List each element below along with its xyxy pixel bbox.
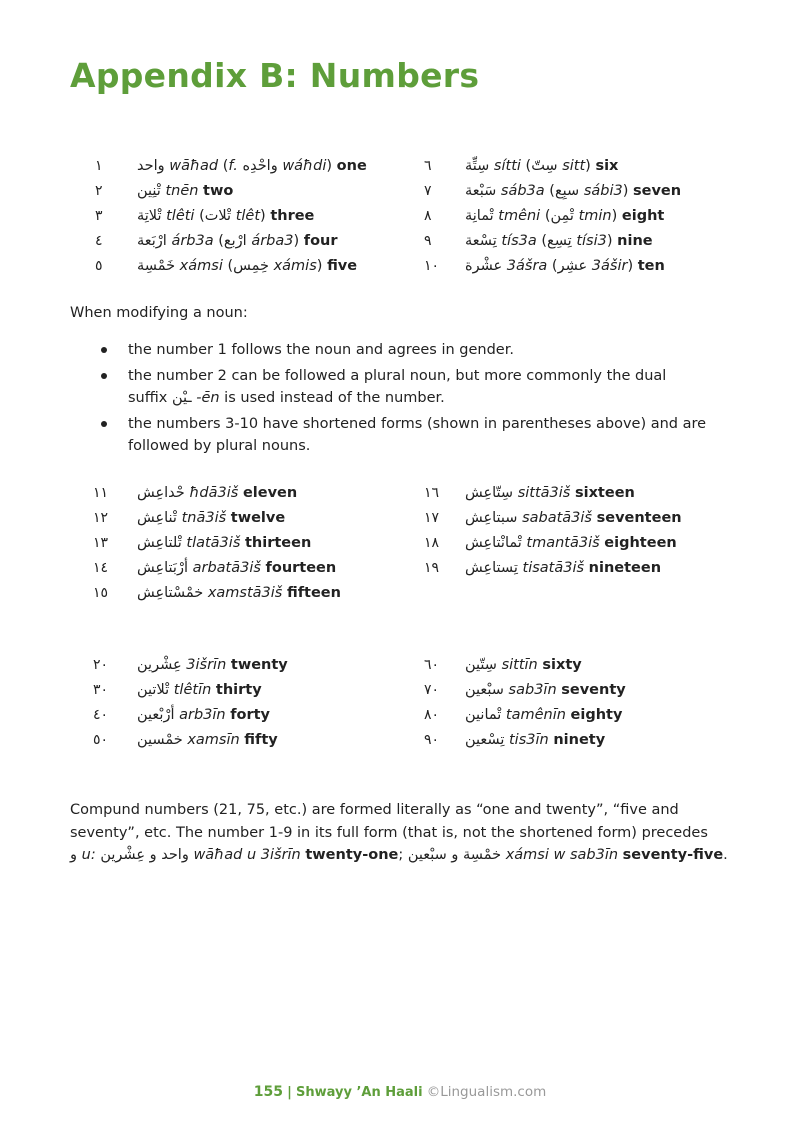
transliteration: tnēn bbox=[165, 183, 199, 199]
alt-transliteration: tlêt bbox=[235, 208, 261, 224]
english-word: sixteen bbox=[574, 485, 635, 501]
alt-transliteration: sitt bbox=[562, 158, 586, 174]
numeral: ٤ bbox=[95, 233, 103, 249]
transliteration: 3ášra bbox=[506, 258, 548, 274]
alt-transliteration: sábi3 bbox=[583, 183, 623, 199]
transliteration: tmêni bbox=[498, 208, 541, 224]
numeral: ٦ bbox=[424, 158, 432, 174]
english-word: six bbox=[595, 158, 619, 174]
arabic-word: خمْسْتاعِش bbox=[137, 585, 204, 601]
transliteration: tlatā3iš bbox=[186, 535, 241, 551]
arabic-word: خمْسين bbox=[137, 732, 183, 748]
alt-transliteration: árba3 bbox=[251, 233, 294, 249]
arabic-word: ارْبَعة bbox=[137, 233, 167, 249]
numeral: ٢ bbox=[95, 183, 103, 199]
english-word: eleven bbox=[242, 485, 298, 501]
transliteration: sittā3iš bbox=[517, 485, 571, 501]
rule-item: the number 1 follows the noun and agrees in gender. bbox=[70, 339, 710, 362]
arabic-word: واحد bbox=[137, 158, 165, 174]
alt-transliteration: tísi3 bbox=[576, 233, 607, 249]
page-title: Appendix B: Numbers bbox=[70, 56, 480, 95]
english-word: fifty bbox=[244, 732, 278, 748]
numeral: ٦٠ bbox=[424, 657, 440, 673]
english-word: one bbox=[336, 158, 367, 174]
transliteration: xamstā3iš bbox=[207, 585, 283, 601]
english-word: ninety bbox=[553, 732, 606, 748]
english-word: twelve bbox=[230, 510, 286, 526]
numeral: ١٩ bbox=[424, 560, 440, 576]
compound-paragraph: Compund numbers (21, 75, etc.) are formed literally as “one and twenty”, “five and seventy”, etc. The number 1-9 in its full form (that is, not the shortened form) precedes و u: واحد و عِشْرين wāħad u 3išrīn twenty-one; خمْسِة و سبْعين xámsi w sab3īn seventy-five. bbox=[70, 802, 728, 863]
english-word: sixty bbox=[542, 657, 582, 673]
english-word: ten bbox=[637, 258, 665, 274]
arabic-word: خَمْسِة bbox=[137, 258, 176, 274]
english-word: eight bbox=[621, 208, 665, 224]
number-row bbox=[0, 481, 800, 506]
transliteration: sáb3a bbox=[500, 183, 545, 199]
number-row bbox=[0, 179, 800, 204]
arabic-word: عِشْرين bbox=[137, 657, 182, 673]
arabic-alt-word: سبِع bbox=[554, 183, 580, 199]
footer-separator: | bbox=[287, 1085, 292, 1100]
number-row bbox=[0, 154, 800, 179]
number-row bbox=[0, 728, 800, 753]
number-row bbox=[0, 204, 800, 229]
arabic-alt-word: ارْبع bbox=[223, 233, 247, 249]
paren-close: ) bbox=[585, 158, 591, 174]
transliteration: ħdā3iš bbox=[189, 485, 239, 501]
numeral: ١٦ bbox=[424, 485, 440, 501]
arabic-alt-word: واحْدِه bbox=[242, 158, 278, 174]
alt-transliteration: tmin bbox=[578, 208, 612, 224]
arabic-word: سبْعين bbox=[465, 682, 504, 698]
english-word: thirteen bbox=[244, 535, 312, 551]
transliteration: tis3īn bbox=[509, 732, 549, 748]
number-row bbox=[0, 531, 800, 556]
paren-close: ) bbox=[622, 183, 629, 199]
rule-item: the numbers 3-10 have shortened forms (shown in parentheses above) and are followed by plural nouns. bbox=[70, 413, 710, 458]
numeral: ٨٠ bbox=[424, 707, 440, 723]
paren-open: ( bbox=[547, 258, 558, 274]
arabic-word: تْمانين bbox=[465, 707, 502, 723]
numeral: ١ bbox=[95, 158, 103, 174]
paren-open: ( bbox=[222, 258, 234, 274]
english-word: twenty bbox=[230, 657, 288, 673]
arabic-word: تْمانِة bbox=[465, 208, 494, 224]
paren-close: ) bbox=[293, 233, 300, 249]
numeral: ٩٠ bbox=[424, 732, 440, 748]
english-word: nine bbox=[617, 233, 653, 249]
arabic-word: تْلاتين bbox=[137, 682, 170, 698]
paren-open: ( bbox=[194, 208, 205, 224]
arabic-word: تْناعِش bbox=[137, 510, 177, 526]
paren-open: ( bbox=[540, 208, 551, 224]
numeral: ١٢ bbox=[93, 510, 109, 526]
number-row bbox=[0, 254, 800, 279]
transliteration: arbatā3iš bbox=[192, 560, 261, 576]
alt-transliteration: xámis bbox=[273, 258, 317, 274]
arabic-word: تِستاعِش bbox=[465, 560, 518, 576]
numeral: ١٨ bbox=[424, 535, 440, 551]
numeral: ٩ bbox=[424, 233, 432, 249]
arabic-word: سِتّاعِش bbox=[465, 485, 514, 501]
modifying-intro: When modifying a noun: bbox=[70, 305, 248, 321]
transliteration: tmantā3iš bbox=[526, 535, 600, 551]
arabic-alt-word: عشِر bbox=[557, 258, 588, 274]
numeral: ١٤ bbox=[93, 560, 109, 576]
transliteration: xámsi bbox=[179, 258, 223, 274]
transliteration: tlêti bbox=[166, 208, 195, 224]
arabic-word: تْنِين bbox=[137, 183, 161, 199]
english-word: thirty bbox=[215, 682, 262, 698]
transliteration: tamênīn bbox=[505, 707, 566, 723]
number-row bbox=[0, 703, 800, 728]
arabic-word: أرْبَتاعِش bbox=[137, 560, 188, 576]
numeral: ٧٠ bbox=[424, 682, 440, 698]
english-word: five bbox=[327, 258, 358, 274]
paren-close: ) bbox=[326, 158, 333, 174]
transliteration: arb3īn bbox=[179, 707, 226, 723]
paren-open: ( bbox=[520, 158, 532, 174]
rules-list bbox=[70, 339, 710, 461]
english-word: two bbox=[203, 183, 234, 199]
arabic-word: أرْبْعين bbox=[137, 707, 175, 723]
arabic-word: تْلاتِة bbox=[137, 208, 162, 224]
feminine-marker: f. bbox=[228, 158, 238, 174]
transliteration: sittīn bbox=[501, 657, 538, 673]
numeral: ٨ bbox=[424, 208, 432, 224]
paren-close: ) bbox=[627, 258, 634, 274]
transliteration: 3išrīn bbox=[186, 657, 227, 673]
numeral: ١١ bbox=[93, 485, 109, 501]
arabic-word: سِتّين bbox=[465, 657, 497, 673]
number-row bbox=[0, 506, 800, 531]
english-word: seventy bbox=[561, 682, 626, 698]
arabic-word: حْداعِش bbox=[137, 485, 185, 501]
transliteration: tlêtīn bbox=[173, 682, 212, 698]
numeral: ١٧ bbox=[424, 510, 440, 526]
arabic-word: سَبْعة bbox=[465, 183, 497, 199]
paren-close: ) bbox=[606, 233, 613, 249]
paren-close: ) bbox=[611, 208, 618, 224]
paren-open: ( bbox=[213, 233, 224, 249]
english-word: fourteen bbox=[265, 560, 337, 576]
paren-close: ) bbox=[316, 258, 323, 274]
english-word: four bbox=[303, 233, 338, 249]
arabic-alt-word: سِتّ bbox=[531, 158, 558, 174]
arabic-alt-word: خِمِس bbox=[233, 258, 269, 274]
page-footer bbox=[0, 1084, 800, 1100]
english-word: eighteen bbox=[604, 535, 677, 551]
numeral: ٢٠ bbox=[93, 657, 109, 673]
english-word: seventeen bbox=[596, 510, 682, 526]
transliteration: tnā3iš bbox=[181, 510, 227, 526]
alt-transliteration: 3ášir bbox=[591, 258, 628, 274]
number-row bbox=[0, 678, 800, 703]
arabic-word: سِتِّة bbox=[465, 158, 490, 174]
english-word: eighty bbox=[570, 707, 623, 723]
copyright: ©Lingualism.com bbox=[426, 1084, 547, 1100]
numeral: ٤٠ bbox=[93, 707, 109, 723]
alt-transliteration: wáħdi bbox=[282, 158, 327, 174]
english-word: fifteen bbox=[286, 585, 341, 601]
number-row bbox=[0, 653, 800, 678]
number-row bbox=[0, 556, 800, 581]
arabic-alt-word: تْمِن bbox=[550, 208, 574, 224]
arabic-word: تِسْعين bbox=[465, 732, 505, 748]
numeral: ٧ bbox=[424, 183, 432, 199]
arabic-word: تْمانْتاعِش bbox=[465, 535, 522, 551]
numeral: ٣ bbox=[95, 208, 103, 224]
numeral: ٥٠ bbox=[93, 732, 109, 748]
number-row bbox=[0, 581, 800, 606]
arabic-alt-word: تِسِع bbox=[547, 233, 572, 249]
transliteration: sítti bbox=[493, 158, 521, 174]
book-title: Shwayy ’An Haali bbox=[295, 1085, 423, 1100]
number-row bbox=[0, 229, 800, 254]
paren-close: ) bbox=[260, 208, 266, 224]
transliteration: tís3a bbox=[501, 233, 537, 249]
paren-open: ( bbox=[536, 233, 548, 249]
paren-open: ( bbox=[218, 158, 229, 174]
arabic-word: سبتاعِش bbox=[465, 510, 518, 526]
transliteration: árb3a bbox=[171, 233, 214, 249]
english-word: forty bbox=[230, 707, 271, 723]
arabic-alt-word: تْلات bbox=[204, 208, 232, 224]
paren-open: ( bbox=[544, 183, 555, 199]
numeral: ١٣ bbox=[93, 535, 109, 551]
english-word: three bbox=[270, 208, 315, 224]
page-number: 155 bbox=[253, 1084, 283, 1100]
transliteration: tisatā3iš bbox=[522, 560, 585, 576]
transliteration: xamsīn bbox=[187, 732, 240, 748]
numeral: ٥ bbox=[95, 258, 103, 274]
transliteration: wāħad bbox=[169, 158, 219, 174]
numeral: ٣٠ bbox=[93, 682, 109, 698]
numeral: ١٠ bbox=[424, 258, 440, 274]
arabic-word: تْلتاعِش bbox=[137, 535, 182, 551]
numeral: ١٥ bbox=[93, 585, 109, 601]
english-word: seven bbox=[633, 183, 682, 199]
transliteration: sabatā3iš bbox=[522, 510, 592, 526]
transliteration: sab3īn bbox=[508, 682, 557, 698]
rule-item: the number 2 can be followed a plural noun, but more commonly the dual suffix ـيْن -ēn is used instead of the number. bbox=[70, 365, 710, 410]
english-word: nineteen bbox=[588, 560, 662, 576]
arabic-word: تِسْعة bbox=[465, 233, 497, 249]
arabic-word: عشْرة bbox=[465, 258, 503, 274]
